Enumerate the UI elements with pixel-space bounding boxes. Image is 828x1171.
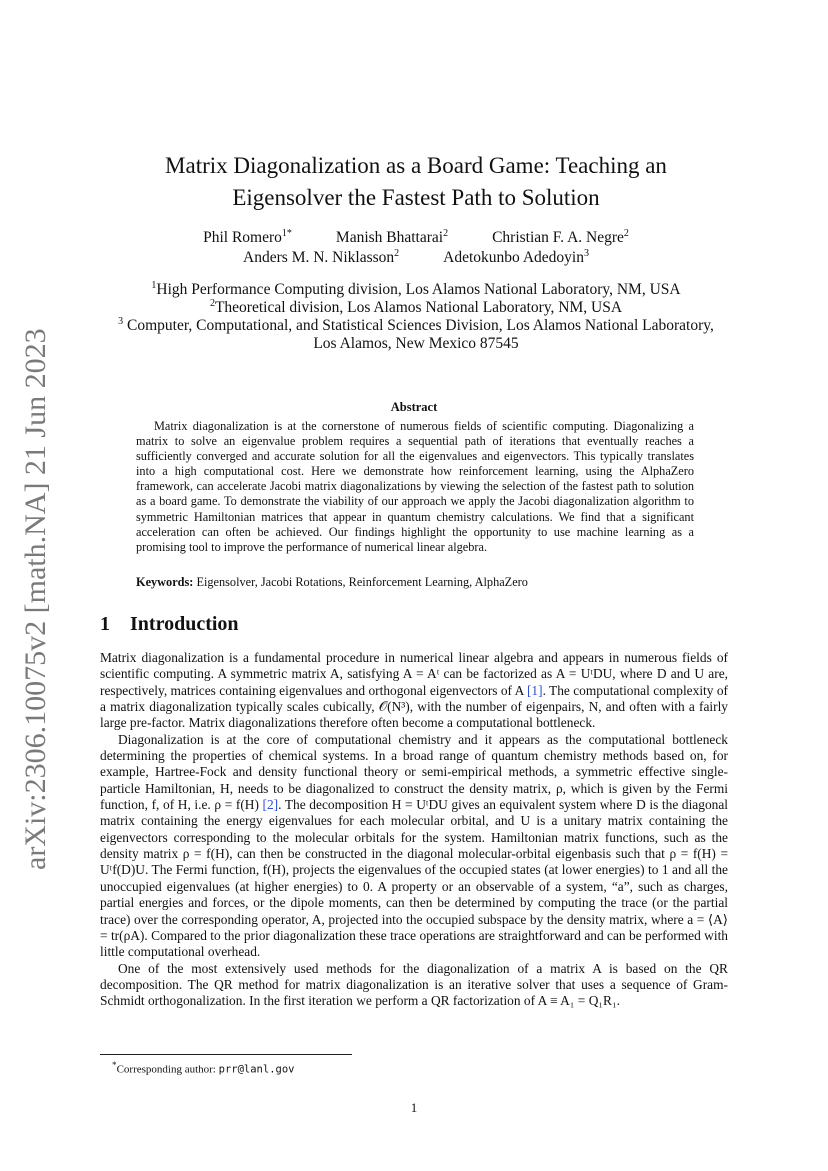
paper-title: Matrix Diagonalization as a Board Game: Teaching an Eigensolver the Fastest Path to Solution bbox=[165, 153, 667, 210]
arxiv-identifier[interactable]: arXiv:2306.10075v2 [math.NA] 21 Jun 2023 bbox=[19, 328, 52, 870]
author: Anders M. N. Niklasson$^2$ bbox=[243, 247, 400, 266]
citation-link[interactable]: [2] bbox=[262, 797, 279, 813]
section-number: 1 bbox=[100, 613, 110, 635]
paragraph: One of the most extensively used methods for the diagonalization of a matrix A is based on the QR decomposition. The QR method for matrix diagonalization is an iterative solver that uses a sequence of Gram-Schmidt orthogonalization. In the first iteration we perform a QR factorization of A ≡ A₁ = Q₁R₁. bbox=[100, 960, 728, 1009]
paragraph: Diagonalization is at the core of computational chemistry and it appears as the computational bottleneck determining the properties of chemical systems. In a broad range of quantum chemistry methods based on, for example, Hartree-Fock and density functional theory or semi-empirical methods, a symmetric effective single-particle Hamiltonian, H, needs to be diagonalized to construct the density matrix, ρ, which is given by the Fermi function, f, of H, i.e. ρ = f(H) [2]. The decomposition H = UᵗDU gives an equivalent system where D is the diagonal matrix containing the energy eigenvalues for each molecular orbital, and U is a unitary matrix containing the eigenvectors corresponding to the molecular orbitals for the system. Hamiltonian matrix functions, such as the density matrix ρ = f(H), can then be constructed in the diagonal molecular-orbital eigenbasis such that ρ = f(H) = Uᵗf(D)U. The Fermi function, f(H), projects the eigenvalues of the occupied states (at lower energies) to 1 and all the unoccupied eigenvalues (at higher energies) to 0. A property or an observable of a system, “a”, such as charges, partial energies and forces, or the dipole moments, can then be determined by computing the trace (or the partial trace) over the corresponding operator, A, projected into the occupied subspace by the density matrix, where a = ⟨A⟩ = tr(ρA). Compared to the prior diagonalization these trace operations are straightforward and can be performed with little computational overhead. bbox=[100, 731, 729, 960]
footnote: *Corresponding author: prr@lanl.gov bbox=[112, 1060, 295, 1076]
email-address[interactable]: prr@lanl.gov bbox=[218, 1063, 295, 1076]
affiliations bbox=[110, 281, 722, 353]
paragraph: Matrix diagonalization is a fundamental procedure in numerical linear algebra and appears in numerous fields of scientific computing. A symmetric matrix A, satisfying A = Aᵗ can be factorized as A = UᵗDU, where D and U are, respectively, matrices containing eigenvalues and orthogonal eigenvectors of A [1]. The computational complexity of a matrix diagonalization typically scales cubically, 𝒪(N³), with the number of eigenpairs, N, and often with a fairly large pre-factor. Matrix diagonalizations therefore often become a computational bottleneck. bbox=[100, 650, 728, 731]
author-list bbox=[110, 228, 722, 268]
abstract-text: Matrix diagonalization is at the cornerstone of numerous fields of scientific computing. Diagonalizing a matrix to solve an eigenvalue problem requires a sequential path of iterations that eventually reaches a sufficiently converged and accurate solution for all the eigenvalues and eigenvectors. This typically translates into a high computational cost. Here we demonstrate how reinforcement learning, using the AlphaZero framework, can accelerate Jacobi matrix diagonalizations by viewing the selection of the fastest path to solution as a board game. To demonstrate the viability of our approach we apply the Jacobi diagonalization algorithm to symmetric Hamiltonian matrices that appear in quantum chemistry calculations. We find that a significant acceleration can often be achieved. Our findings highlight the opportunity to use machine learning as a promising tool to improve the performance of numerical linear algebra. bbox=[136, 419, 694, 554]
abstract-heading: Abstract bbox=[390, 400, 438, 414]
section-heading bbox=[100, 613, 239, 636]
body-text bbox=[100, 650, 728, 1010]
affiliation: $^2$Theoretical division, Los Alamos National Laboratory, NM, USA bbox=[209, 297, 623, 316]
citation-link[interactable]: [1] bbox=[526, 682, 543, 698]
author: Adetokunbo Adedoyin$^3$ bbox=[443, 247, 589, 266]
affiliation: $^1$High Performance Computing division, Los Alamos National Laboratory, NM, USA bbox=[151, 279, 681, 298]
author: Christian F. A. Negre$^2$ bbox=[492, 227, 629, 246]
keywords: Keywords: Eigensolver, Jacobi Rotations, Reinforcement Learning, AlphaZero bbox=[136, 575, 528, 589]
page-number: 1 bbox=[410, 1100, 418, 1115]
footnote-rule bbox=[100, 1054, 352, 1055]
author: Phil Romero$^{1*}$ bbox=[203, 227, 292, 246]
section-title: Introduction bbox=[130, 613, 239, 635]
affiliation: $^3$ Computer, Computational, and Statistical Sciences Division, Los Alamos National Laboratory, Los Alamos, New Mexico 87545 bbox=[118, 315, 714, 352]
author: Manish Bhattarai$^2$ bbox=[335, 227, 449, 246]
